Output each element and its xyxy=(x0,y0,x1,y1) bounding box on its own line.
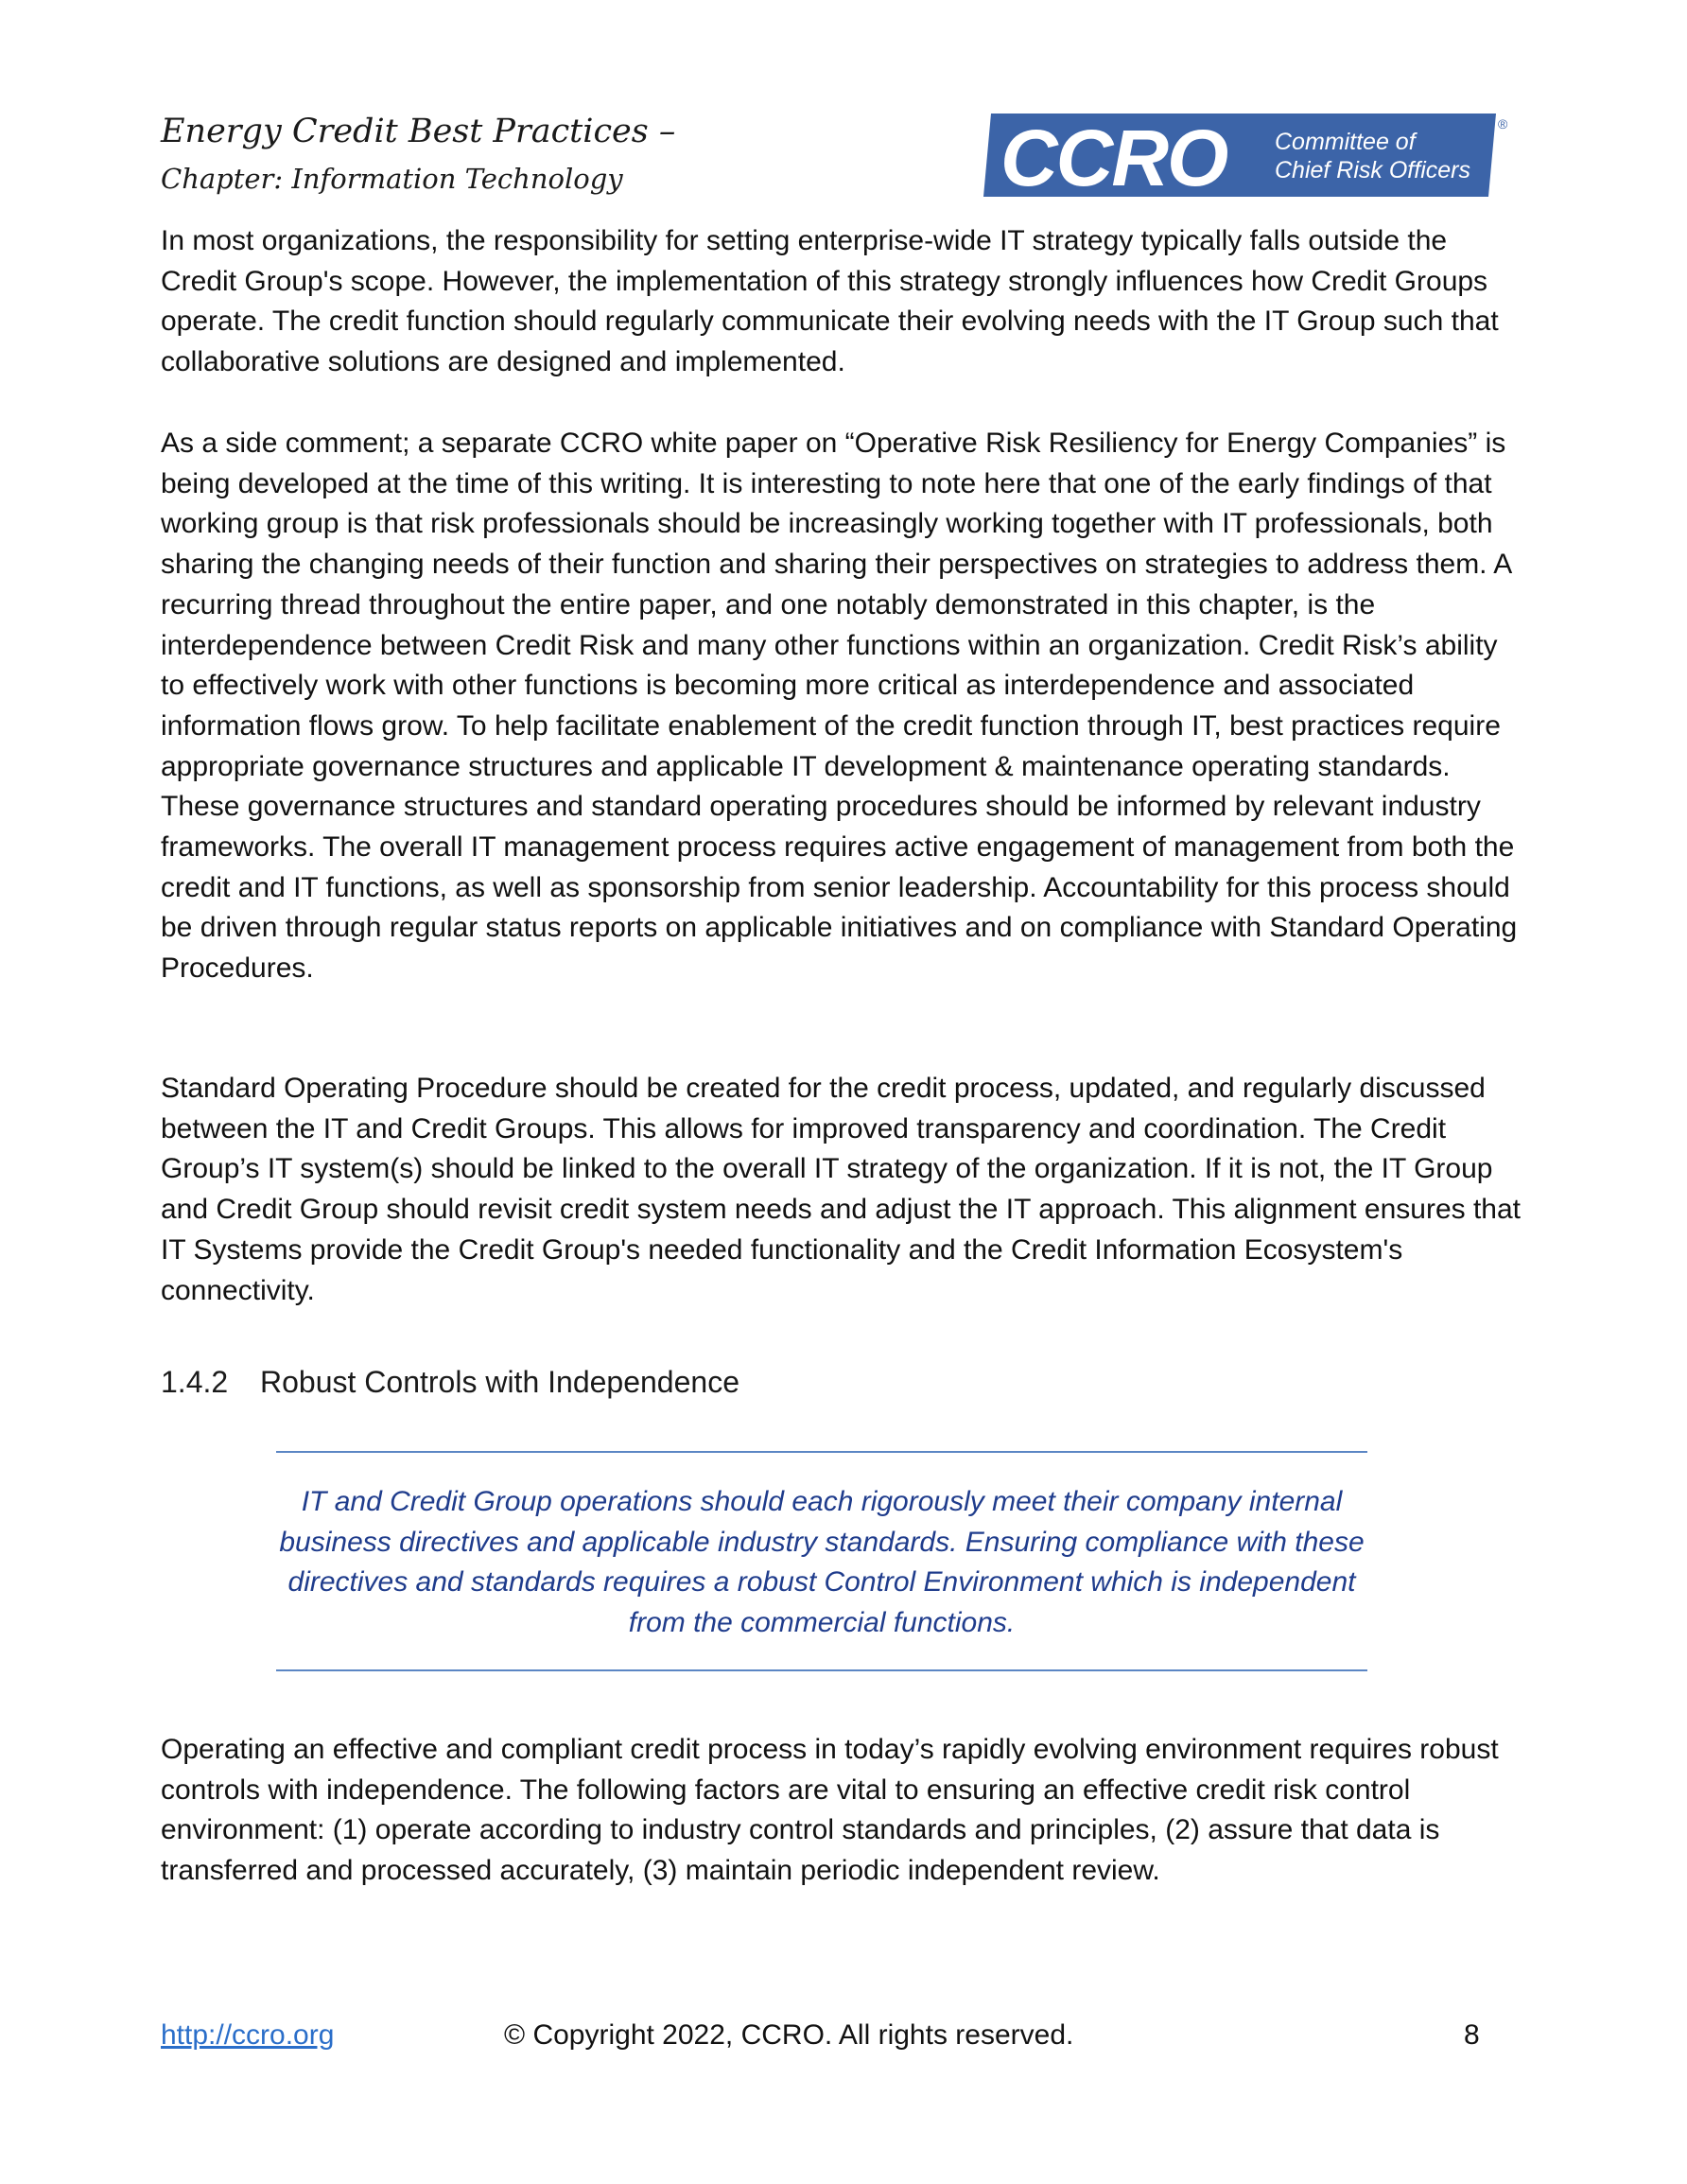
registered-mark: ® xyxy=(1498,116,1508,131)
logo-tagline-line1: Committee of xyxy=(1275,129,1416,155)
page-number: 8 xyxy=(1464,2019,1480,2051)
logo-mark: CCRO xyxy=(1000,114,1227,201)
callout-bottom-rule xyxy=(276,1669,1367,1671)
section-title: Robust Controls with Independence xyxy=(260,1365,739,1399)
document-title: Energy Credit Best Practices – xyxy=(161,113,676,150)
paragraph-standard-operating-procedure: Standard Operating Procedure should be created for the credit process, updated, and regularly discussed between the IT and Credit Groups. This allows for improved transparency and coordination. The Credit Group’s IT system(s) should be linked to the overall IT strategy of the organization. If it is not, the IT Group and Credit Group should revisit credit system needs and adjust the IT approach. This alignment ensures that IT Systems provide the Credit Group's needed functionality and the Credit Information Ecosystem's connectivity. xyxy=(161,1073,1522,1306)
section-number: 1.4.2 xyxy=(161,1365,229,1399)
footer-link[interactable]: http://ccro.org xyxy=(161,2019,335,2051)
callout-top-rule xyxy=(276,1451,1367,1453)
paragraph-side-comment: As a side comment; a separate CCRO white paper on “Operative Risk Resiliency for Energy Companies” is being developed at the time of this writing. It is interesting to note here that one of the early findings of that working group is that risk professionals should be increasingly working together with IT professionals, both sharing the changing needs of their function and sharing their perspectives on strategies to address them. A recurring thread throughout the entire paper, and one notably demonstrated in this chapter, is the interdependence between Credit Risk and many other functions within an organization. Credit Risk’s ability to effectively work with other functions is becoming more critical as interdependence and associated information flows grow. To help facilitate enablement of the credit function through IT, best practices require appropriate governance structures and applicable IT development & maintenance operating standards. These governance structures and standard operating procedures should be informed by relevant industry frameworks. The overall IT management process requires active engagement of management from both the credit and IT functions, as well as sponsorship from senior leadership. Accountability for this process should be driven through regular status reports on applicable initiatives and on compliance with Standard Operating Procedures. xyxy=(161,428,1518,985)
paragraph-it-strategy: In most organizations, the responsibility for setting enterprise-wide IT strategy typically falls outside the Credit Group's scope. However, the implementation of this strategy strongly influences how Credit Groups operate. The credit function should regularly communicate their evolving needs with the IT Group such that collaborative solutions are designed and implemented. xyxy=(161,225,1499,378)
paragraph-controls: Operating an effective and compliant credit process in today’s rapidly evolving environment requires robust controls with independence. The following factors are vital to ensuring an effective credit risk control environment: (1) operate according to industry control standards and principles, (2) assure that data is transferred and processed accurately, (3) maintain periodic independent review. xyxy=(161,1734,1499,1887)
logo-tagline-line2: Chief Risk Officers xyxy=(1275,157,1470,183)
callout-quote: IT and Credit Group operations should each rigorously meet their company internal business directives and applicable industry standards. Ensuring compliance with these directives and standards requires a robust Control Environment which is independent from the commercial functions. xyxy=(279,1486,1365,1639)
footer-copyright: © Copyright 2022, CCRO. All rights reserved. xyxy=(504,2019,1074,2051)
ccro-logo xyxy=(983,114,1513,201)
section-heading xyxy=(161,1365,739,1400)
chapter-subtitle: Chapter: Information Technology xyxy=(161,163,623,195)
